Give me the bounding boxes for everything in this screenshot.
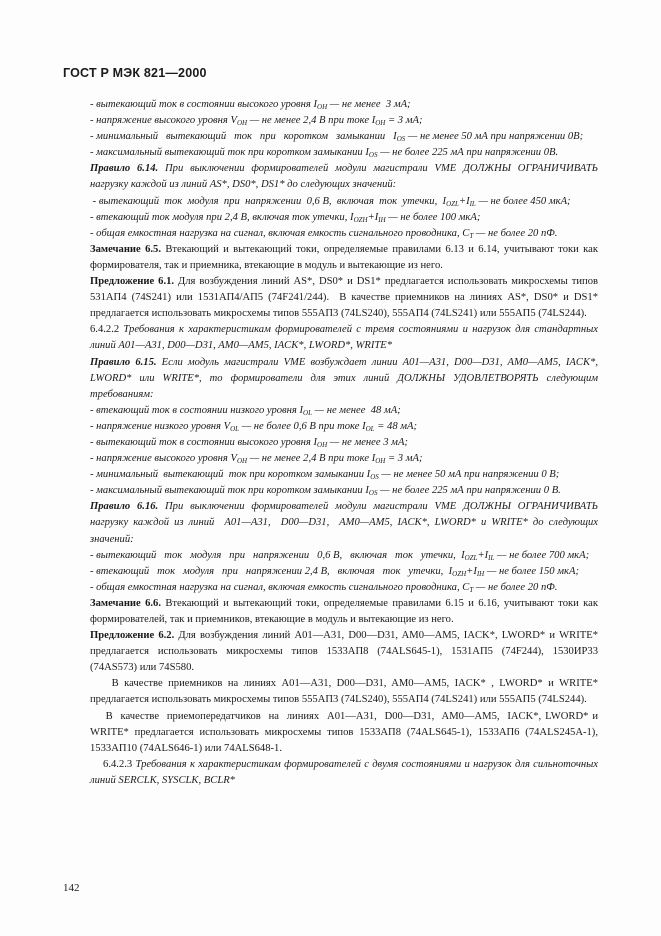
text-line: - напряжение низкого уровня $V_{OL}$ — не более 0,6 В при токе $I_{OL} = 48$ мА;: [90, 420, 418, 433]
note-6-6: Замечание 6.6. Втекающий и вытекающий токи, определяемые правилами 6.15 и 6.16, учитывают токи как формирователей, так и приемников, втекающие в модуль и вытекающие из него.: [90, 597, 598, 625]
note-6-5: Замечание 6.5. Втекающий и вытекающий токи, определяемые правилами 6.13 и 6.14, учитывают токи как формирователя, так и приемника, втекающие в модуль и вытекающие из него.: [90, 243, 598, 271]
suggestion-6-2: Предложение 6.2. Для возбуждения линий A01—A31, D00—D31, AM0—AM5, IACK*, LWORD* и WRITE* предлагается использовать микросхемы типов 1533АП8 (74ALS645-1), 1531АП5 (74F244), 1530ИР33 (74AS573) или 74S580.: [90, 630, 598, 674]
rule-6-15: Правило 6.15. Если модуль магистрали VME возбуждает линии A01—A31, D00—D31, AM0—AM5, IACK*, LWORD* или WRITE*, то формирователи для этих линий ДОЛЖНЫ УДОВЛЕТВОРЯТЬ следующим требованиям:: [90, 356, 598, 400]
suggestion-6-1: Предложение 6.1. Для возбуждения линий AS*, DS0* и DS1* предлагается использовать микросхемы типов 531АП4 (74S241) или 1531АП4/АП5 (74F241/244). В качестве приемников на линиях AS*, DS0* и DS1* предлагается использовать микросхемы типов 555АП3 (74LS240), 555АП4 (74LS241) или 555АП5 (74LS244).: [90, 276, 598, 320]
document-header: ГОСТ Р МЭК 821—2000: [63, 66, 207, 80]
document-body: [90, 97, 598, 789]
text-line: - минимальный вытекающий ток при коротком замыкании $I_{OS}$ — не менее 50 мА при напряжении 0 В;: [90, 469, 560, 482]
text-line: - вытекающий ток модуля при напряжении 0,6 В, включая ток утечки, $I_{OZL}+I_{IL}$ — не более 700 мкА;: [90, 549, 590, 562]
text-line: - втекающий ток в состоянии низкого уровня $I_{OL}$ — не менее 48 мА;: [90, 404, 401, 417]
section-6-4-2-2: 6.4.2.2 Требования к характеристикам формирователей с тремя состояниями и нагрузок для стандартных линий A01—A31, D00—D31, AM0—AM5, IACK*, LWORD*, WRITE*: [90, 324, 598, 352]
page-number: 142: [63, 882, 80, 894]
rule-6-16: Правило 6.16. При выключении формирователей модули магистрали VME ДОЛЖНЫ ОГРАНИЧИВАТЬ нагрузку каждой из линий A01—A31, D00—D31, AM0—AM5, IACK*, LWORD* и WRITE* до следующих значений:: [90, 501, 599, 545]
text-line: - втекающий ток модуля при напряжении 2,4 В, включая ток утечки, $I_{OZH}+I_{IH}$ — не более 150 мкА;: [90, 565, 579, 578]
rule-6-14: Правило 6.14. При выключении формирователей модули магистрали VME ДОЛЖНЫ ОГРАНИЧИВАТЬ нагрузку каждой из линий AS*, DS0*, DS1* до следующих значений:: [90, 163, 599, 191]
text-line: - общая емкостная нагрузка на сигнал, включая емкость сигнального проводника, $C_T$ — не более 20 пФ.: [90, 581, 558, 594]
text-line: - втекающий ток модуля при 2,4 В, включая ток утечки, $I_{OZH}+I_{IH}$ — не более 100 мкА;: [90, 211, 481, 224]
text-line: - общая емкостная нагрузка на сигнал, включая емкость сигнального проводника, $C_T$ — не более 20 пФ.: [90, 227, 558, 240]
text-line: - максимальный вытекающий ток при коротком замыкании $I_{OS}$ — не более 225 мА при напряжении 0 В.: [90, 485, 561, 498]
text-line: - вытекающий ток в состоянии высокого уровня $I_{OH}$ — не менее 3 мА;: [90, 99, 411, 111]
text-paragraph: В качестве приемников на линиях A01—A31, D00—D31, AM0—AM5, IACK* , LWORD* и WRITE* предлагается использовать микросхемы типов 555АП3 (74LS240), 555АП4 (74LS241) или 555АП5 (74LS244).: [90, 678, 598, 706]
section-6-4-2-3: 6.4.2.3 Требования к характеристикам формирователей с двумя состояниями и нагрузок для сильноточных линий SERCLK, SYSCLK, BCLR*: [90, 758, 599, 786]
text-line: - напряжение высокого уровня $V_{OH}$ — не менее 2,4 В при токе $I_{OH} = 3$ мА;: [90, 115, 423, 128]
text-paragraph: В качестве приемопередатчиков на линиях A01—A31, D00—D31, AM0—AM5, IACK*, LWORD* и WRITE* предлагается использовать микросхемы типов 1533АП8 (74ALS645-1), 1533АП6 (74ALS245А-1), 1533АП10 (74ALS646-1) или 74ALS648-1.: [90, 710, 598, 754]
text-line: - максимальный вытекающий ток при коротком замыкании $I_{OS}$ — не более 225 мА при напряжении 0В.: [90, 147, 559, 160]
text-line: - минимальный вытекающий ток при коротком замыкании $I_{OS}$ — не менее 50 мА при напряжении 0В;: [90, 131, 584, 144]
text-line: - вытекающий ток в состоянии высокого уровня $I_{OH}$ — не менее 3 мА;: [90, 436, 408, 449]
text-line: - вытекающий ток модуля при напряжении 0,6 В, включая ток утечки, $I_{OZL}+I_{IL}$ — не более 450 мкА;: [90, 195, 571, 208]
text-line: - напряжение высокого уровня $V_{OH}$ — не менее 2,4 В при токе $I_{OH} = 3$ мА;: [90, 453, 423, 466]
